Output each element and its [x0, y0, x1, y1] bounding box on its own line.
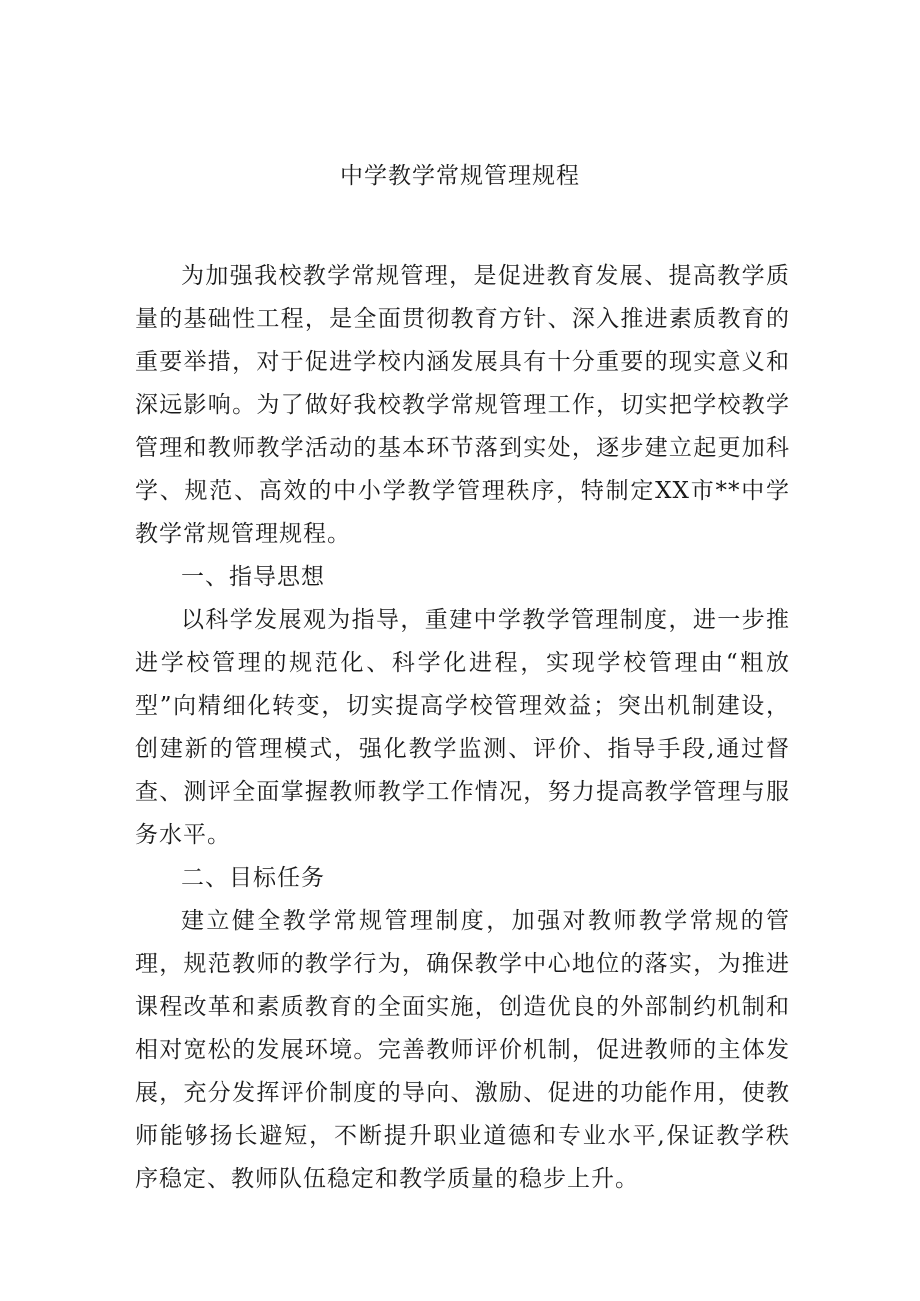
section-paragraph-goals-tasks: 建立健全教学常规管理制度，加强对教师教学常规的管理，规范教师的教学行为，确保教学中心地位的落实，为推进课程改革和素质教育的全面实施，创造优良的外部制约机制和相对宽松的发展环境。完善教师评价机制，促进教师的主体发展，充分发挥评价制度的导向、激励、促进的功能作用，使教师能够扬长避短，不断提升职业道德和专业水平,保证教学秩序稳定、教师队伍稳定和教学质量的稳步上升。 — [135, 908, 790, 1192]
document-body — [135, 255, 790, 1201]
section-heading-goals-tasks: 二、目标任务 — [181, 865, 325, 891]
intro-paragraph: 为加强我校教学常规管理，是促进教育发展、提高教学质量的基础性工程，是全面贯彻教育方针、深入推进素质教育的重要举措，对于促进学校内涵发展具有十分重要的现实意义和深远影响。为了做好我校教学常规管理工作，切实把学校教学管理和教师教学活动的基本环节落到实处，逐步建立起更加科学、规范、高效的中小学教学管理秩序，特制定XX市**中学教学常规管理规程。 — [135, 263, 790, 547]
document-title: 中学教学常规管理规程 — [340, 163, 580, 189]
section-heading-guiding-ideology: 一、指导思想 — [181, 564, 325, 590]
section-paragraph-guiding-ideology: 以科学发展观为指导，重建中学教学管理制度，进一步推进学校管理的规范化、科学化进程，实现学校管理由“粗放型”向精细化转变，切实提高学校管理效益；突出机制建设，创建新的管理模式，强化教学监测、评价、指导手段,通过督查、测评全面掌握教师教学工作情况，努力提高教学管理与服务水平。 — [135, 607, 790, 848]
